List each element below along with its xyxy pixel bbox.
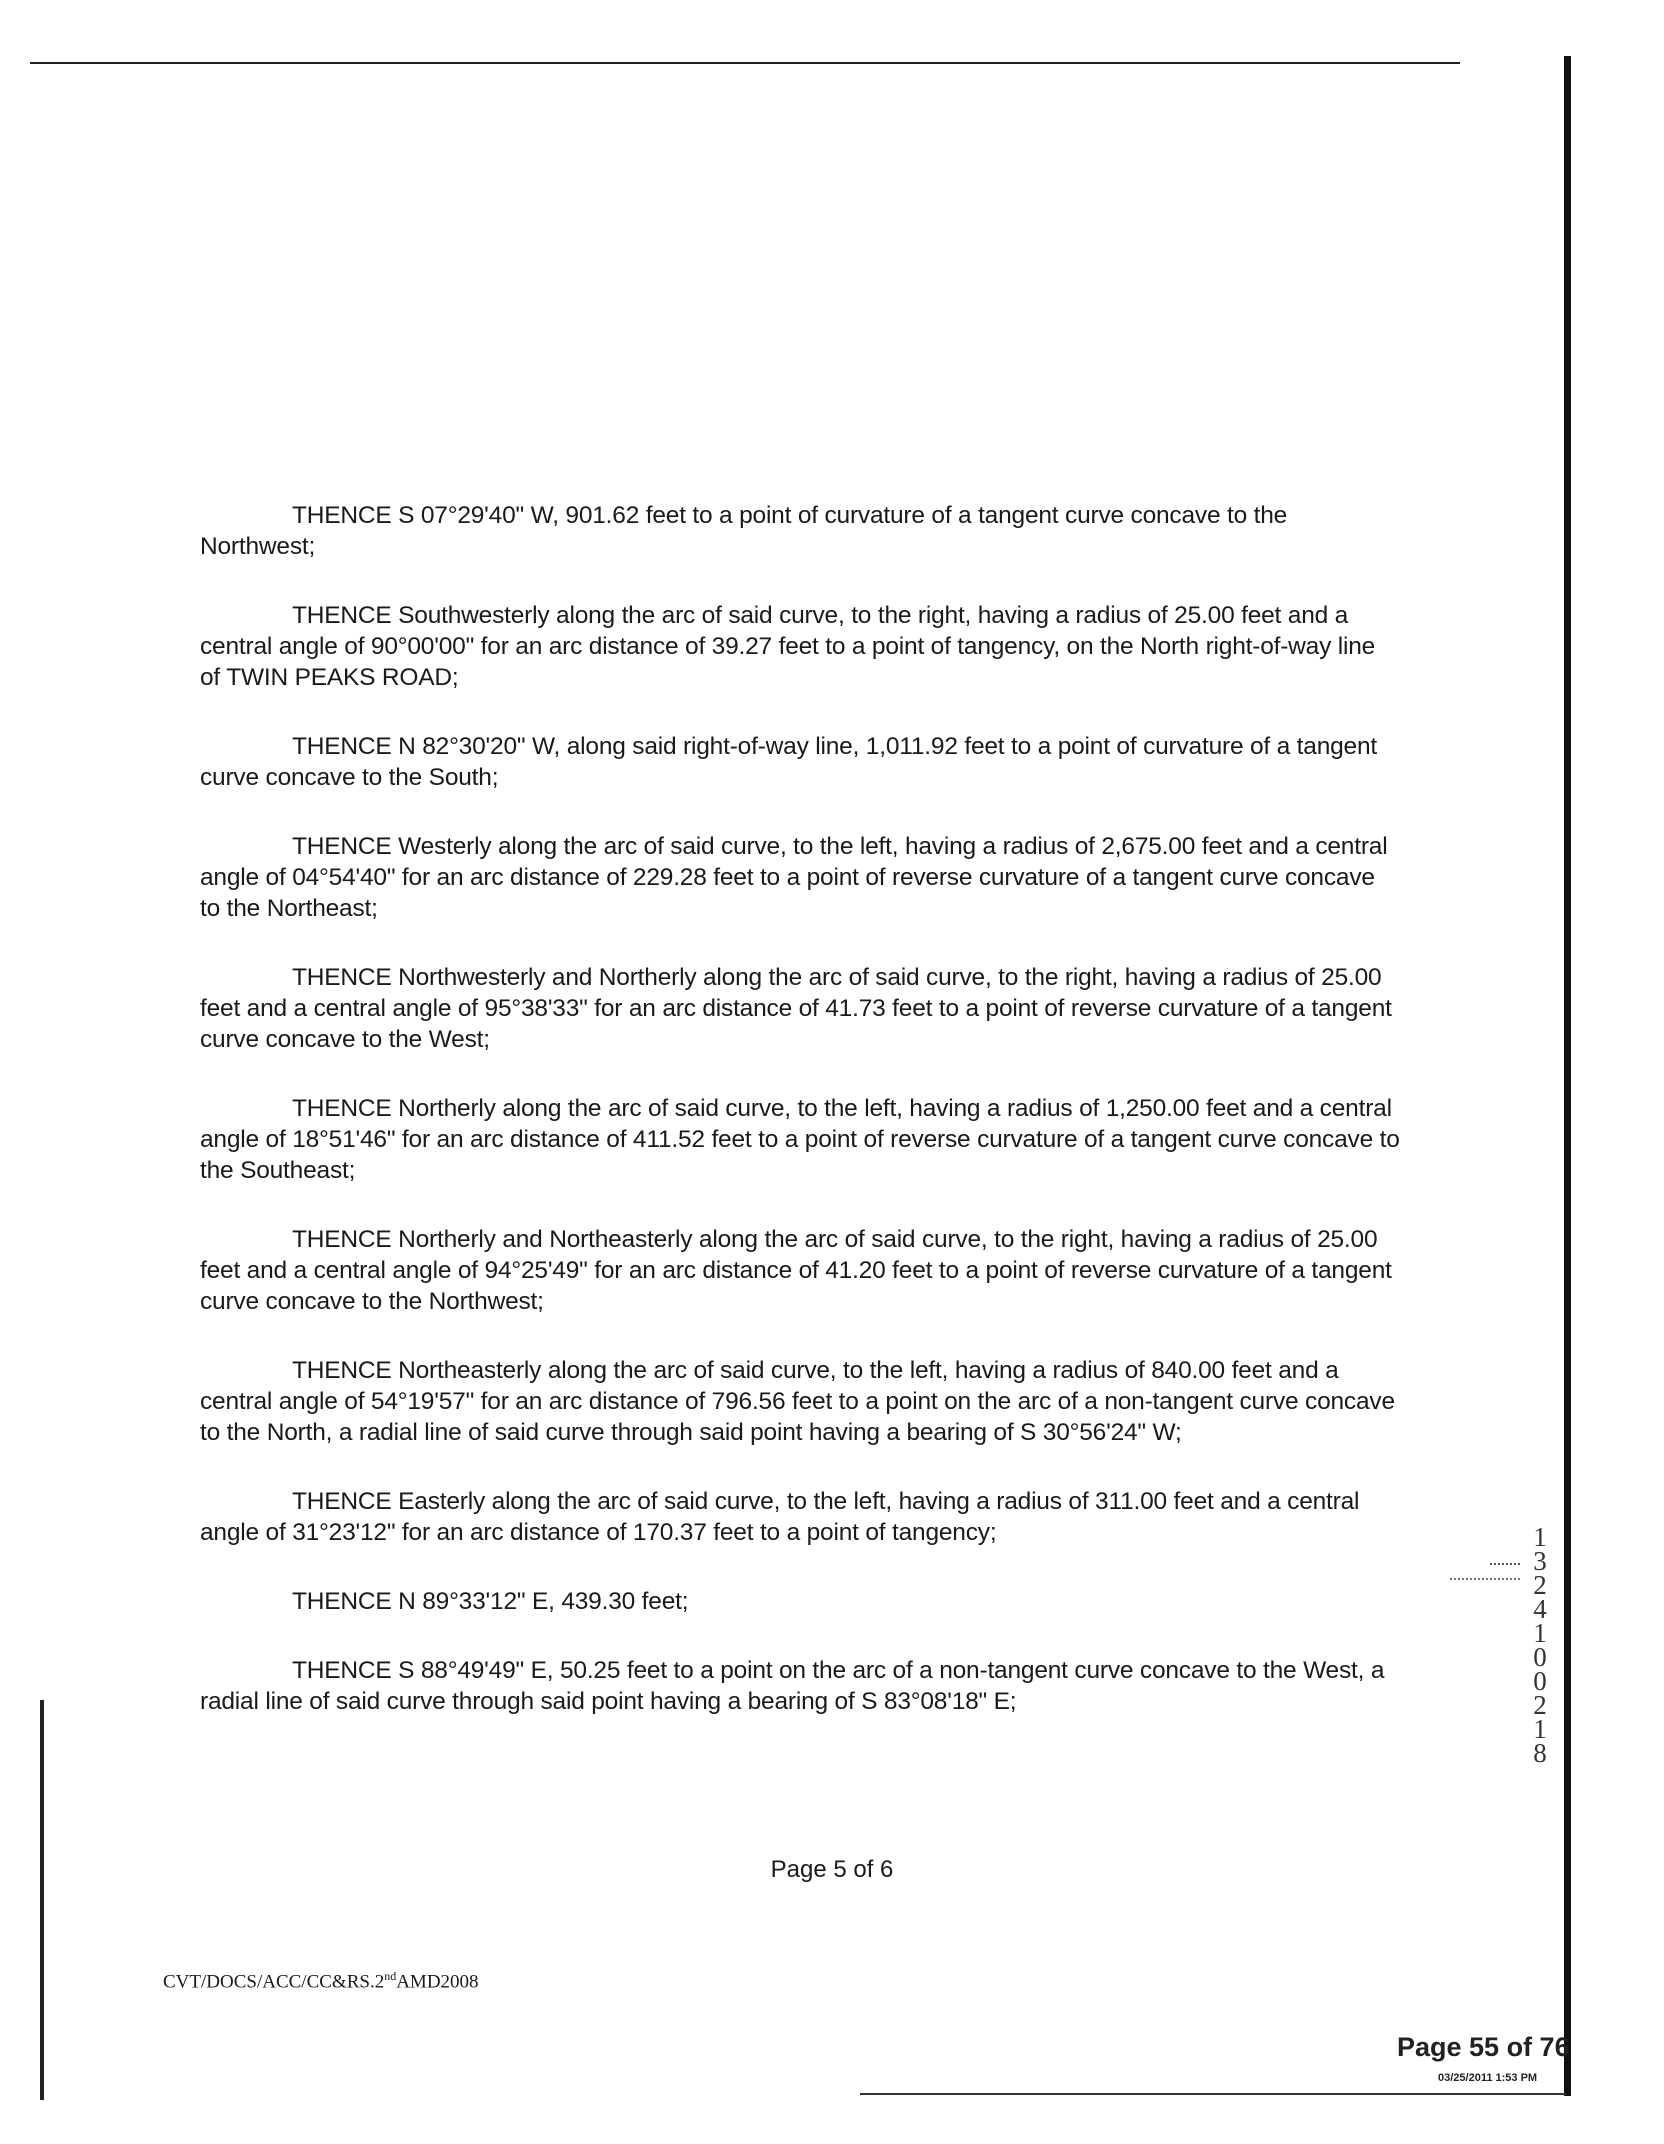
- paragraph-6: THENCE Northerly along the arc of said curve, to the left, having a radius of 1,250.00 feet and a central angle of 18°51'46" for an arc distance of 411.52 feet to a point of reverse curvature of a tangent curve concave to the Southeast;: [200, 1095, 1400, 1184]
- paragraph-11: THENCE S 88°49'49" E, 50.25 feet to a point on the arc of a non-tangent curve concave to the West, a radial line of said curve through said point having a bearing of S 83°08'18" E;: [200, 1657, 1385, 1715]
- paragraph-9: THENCE Easterly along the arc of said curve, to the left, having a radius of 311.00 feet and a central angle of 31°23'12" for an arc distance of 170.37 feet to a point of tangency;: [200, 1488, 1360, 1546]
- bottom-rule: [860, 2093, 1566, 2095]
- top-rule: [30, 62, 1460, 64]
- document-code-superscript: nd: [384, 1969, 397, 1983]
- paragraph-10: THENCE N 89°33'12" E, 439.30 feet;: [292, 1588, 689, 1615]
- document-code: [163, 1969, 479, 1993]
- paragraph-3: THENCE N 82°30'20" W, along said right-of-way line, 1,011.92 feet to a point of curvature of a tangent curve concave to the South;: [200, 733, 1378, 791]
- paragraph-1: THENCE S 07°29'40" W, 901.62 feet to a point of curvature of a tangent curve concave to the Northwest;: [200, 502, 1288, 560]
- paragraph-8: THENCE Northeasterly along the arc of said curve, to the left, having a radius of 840.00 feet and a central angle of 54°19'57" for an arc distance of 796.56 feet to a point on the arc of a non-tangent curve concave to the North, a radial line of said curve through said point having a bearing of S 30°56'24" W;: [200, 1357, 1395, 1446]
- recording-number-vertical: 1324100218: [1533, 1522, 1547, 1768]
- document-code-suffix: AMD2008: [396, 1971, 479, 1993]
- margin-dash-mark: [1490, 1563, 1520, 1565]
- recorder-date-stamp: 03/25/2011 1:53 PM: [1438, 2072, 1538, 2084]
- margin-dash-mark-2: [1450, 1578, 1520, 1580]
- legal-description-body: [200, 500, 1400, 1755]
- paragraph-7: THENCE Northerly and Northeasterly along the arc of said curve, to the right, having a radius of 25.00 feet and a central angle of 94°25'49" for an arc distance of 41.20 feet to a point of reverse curvature of a tangent curve concave to the Northwest;: [200, 1226, 1392, 1315]
- page-number-label: Page 5 of 6: [770, 1856, 894, 1883]
- right-edge-bar: [1564, 56, 1571, 2096]
- left-edge-bar: [40, 1700, 44, 2100]
- paragraph-5: THENCE Northwesterly and Northerly along the arc of said curve, to the right, having a radius of 25.00 feet and a central angle of 95°38'33" for an arc distance of 41.73 feet to a point of reverse curvature of a tangent curve concave to the West;: [200, 964, 1392, 1053]
- document-code-prefix: CVT/DOCS/ACC/CC&RS.2: [163, 1971, 385, 1993]
- recorder-page-stamp: Page 55 of 76: [1397, 2032, 1570, 2062]
- paragraph-2: THENCE Southwesterly along the arc of said curve, to the right, having a radius of 25.00 feet and a central angle of 90°00'00" for an arc distance of 39.27 feet to a point of tangency, on the North right-of-way line of TWIN PEAKS ROAD;: [200, 602, 1376, 691]
- paragraph-4: THENCE Westerly along the arc of said curve, to the left, having a radius of 2,675.00 feet and a central angle of 04°54'40" for an arc distance of 229.28 feet to a point of reverse curvature of a tangent curve concave to the Northeast;: [200, 833, 1388, 922]
